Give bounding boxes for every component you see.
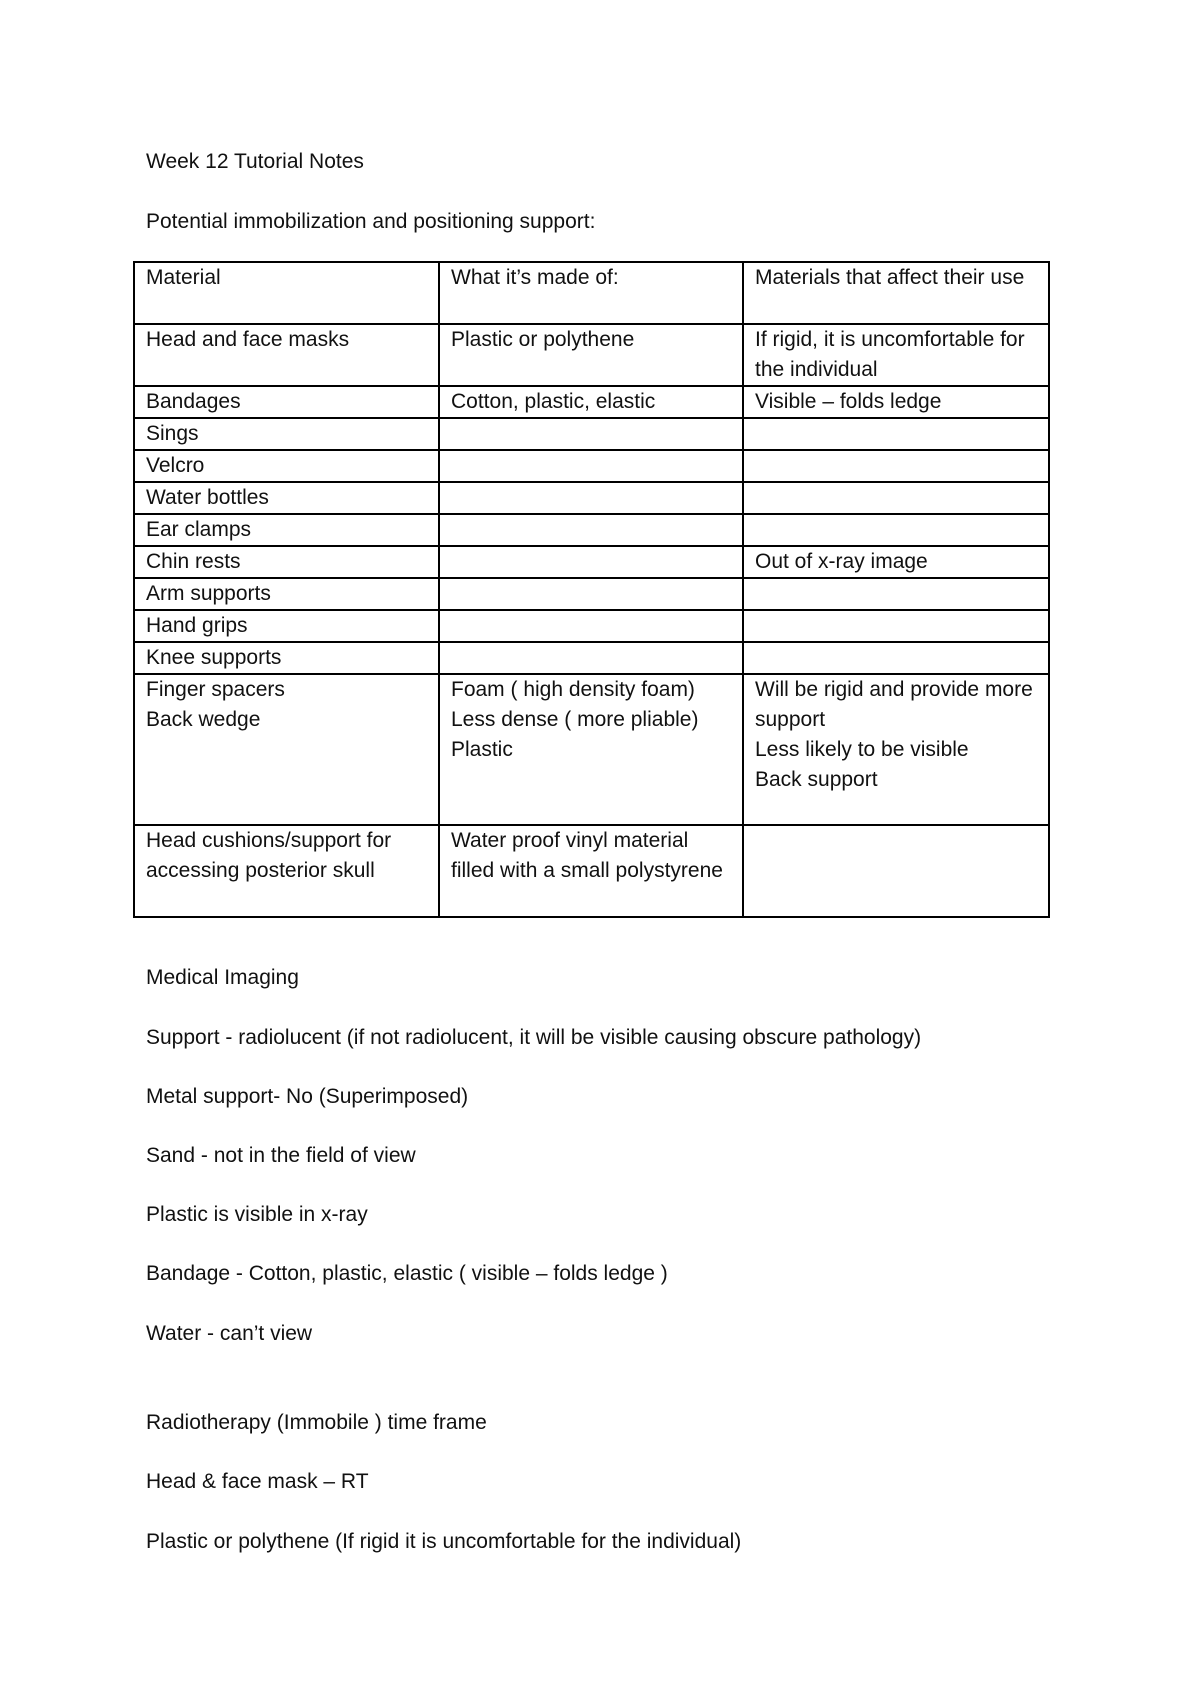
cell-affect xyxy=(743,482,1049,514)
cell-material: Hand grips xyxy=(134,610,439,642)
cell-affect xyxy=(743,514,1049,546)
cell-affect xyxy=(743,642,1049,674)
table-row xyxy=(134,546,1049,578)
cell-line: Back support xyxy=(755,768,878,791)
table-row xyxy=(134,450,1049,482)
cell-made-of xyxy=(439,610,743,642)
header-made-of: What it’s made of: xyxy=(439,262,743,324)
cell-line: Less likely to be visible xyxy=(755,738,969,761)
note-line: Support - radiolucent (if not radiolucent, it will be visible causing obscure pathology) xyxy=(146,1026,922,1049)
cell-material xyxy=(134,674,439,825)
section-heading-medical-imaging: Medical Imaging xyxy=(146,966,299,989)
cell-material: Water bottles xyxy=(134,482,439,514)
table-row xyxy=(134,482,1049,514)
table-row xyxy=(134,610,1049,642)
cell-made-of xyxy=(439,418,743,450)
cell-material: Chin rests xyxy=(134,546,439,578)
cell-made-of xyxy=(439,578,743,610)
cell-material: Bandages xyxy=(134,386,439,418)
cell-material: Velcro xyxy=(134,450,439,482)
table-row xyxy=(134,324,1049,386)
table-row xyxy=(134,825,1049,917)
cell-material: Ear clamps xyxy=(134,514,439,546)
cell-material: Sings xyxy=(134,418,439,450)
table-header-row xyxy=(134,262,1049,324)
table-row xyxy=(134,386,1049,418)
table-row xyxy=(134,514,1049,546)
cell-line: Back wedge xyxy=(146,708,261,731)
section-heading-radiotherapy: Radiotherapy (Immobile ) time frame xyxy=(146,1411,487,1434)
cell-material: Head cushions/support for accessing posterior skull xyxy=(134,825,439,917)
cell-made-of xyxy=(439,514,743,546)
cell-affect: If rigid, it is uncomfortable for the individual xyxy=(743,324,1049,386)
header-material: Material xyxy=(134,262,439,324)
cell-made-of xyxy=(439,450,743,482)
cell-line: Foam ( high density foam) xyxy=(451,678,695,701)
cell-made-of: Plastic or polythene xyxy=(439,324,743,386)
note-line: Plastic or polythene (If rigid it is uncomfortable for the individual) xyxy=(146,1530,742,1553)
cell-made-of xyxy=(439,482,743,514)
cell-affect xyxy=(743,825,1049,917)
cell-affect: Out of x-ray image xyxy=(743,546,1049,578)
cell-line: Will be rigid and provide more support xyxy=(755,678,1033,731)
note-line: Head & face mask – RT xyxy=(146,1470,369,1493)
cell-affect xyxy=(743,450,1049,482)
cell-affect xyxy=(743,418,1049,450)
cell-affect: Visible – folds ledge xyxy=(743,386,1049,418)
page-title: Week 12 Tutorial Notes xyxy=(146,150,364,173)
cell-made-of xyxy=(439,642,743,674)
table-row xyxy=(134,578,1049,610)
cell-line: Plastic xyxy=(451,738,513,761)
cell-made-of xyxy=(439,674,743,825)
cell-affect xyxy=(743,610,1049,642)
support-materials-table xyxy=(133,261,1050,918)
cell-line: Less dense ( more pliable) xyxy=(451,708,699,731)
cell-material: Head and face masks xyxy=(134,324,439,386)
note-line: Water - can’t view xyxy=(146,1322,313,1345)
note-line: Metal support- No (Superimposed) xyxy=(146,1085,469,1108)
table-row xyxy=(134,674,1049,825)
note-line: Sand - not in the field of view xyxy=(146,1144,416,1167)
table-row xyxy=(134,642,1049,674)
cell-made-of: Water proof vinyl material filled with a small polystyrene xyxy=(439,825,743,917)
cell-material: Arm supports xyxy=(134,578,439,610)
cell-material: Knee supports xyxy=(134,642,439,674)
section-subtitle: Potential immobilization and positioning support: xyxy=(146,210,596,233)
cell-made-of xyxy=(439,546,743,578)
cell-affect xyxy=(743,674,1049,825)
cell-made-of: Cotton, plastic, elastic xyxy=(439,386,743,418)
cell-line: Finger spacers xyxy=(146,678,285,701)
table-row xyxy=(134,418,1049,450)
cell-affect xyxy=(743,578,1049,610)
note-line: Bandage - Cotton, plastic, elastic ( visible – folds ledge ) xyxy=(146,1262,668,1285)
header-affect: Materials that affect their use xyxy=(743,262,1049,324)
note-line: Plastic is visible in x-ray xyxy=(146,1203,368,1226)
